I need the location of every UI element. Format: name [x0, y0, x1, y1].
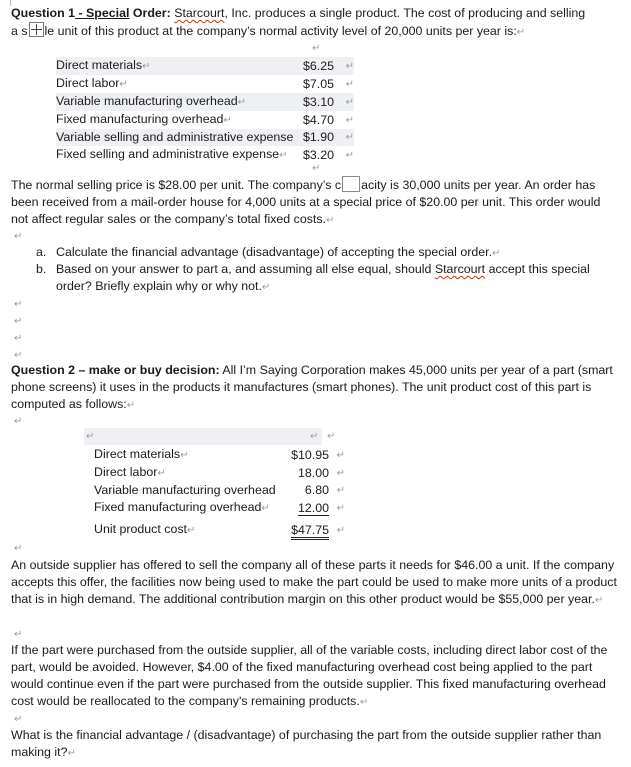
paragraph-mark-icon: ↵: [14, 231, 23, 242]
table-row: [94, 446, 345, 464]
paragraph-mark-icon: ↵: [126, 400, 136, 411]
list-item-company: Starcourt: [434, 262, 486, 276]
cost-value: $10.95: [291, 447, 329, 462]
paragraph-mark-icon: ↵: [14, 543, 23, 554]
cost-value: $4.70: [302, 112, 334, 127]
cost-value: $3.10: [298, 93, 334, 111]
q2-paragraph-1-text: An outside supplier has offered to sell the company all of these parts it needs for $46.00 a unit. If the company accepts this offer, the facilities now being used to make the part could be used to make more units of a product that is in high demand. The additional contribution margin on this other product would be $55,000 per year.: [11, 558, 617, 606]
paragraph-mark-icon: ↵: [14, 299, 23, 310]
list-item-text-end: accept this special order? Briefly explain why or why not.: [56, 262, 590, 293]
q2-title: Question 2 – make or buy decision:: [11, 363, 220, 377]
paragraph-mark-icon: ↵: [594, 595, 604, 606]
table-row: [94, 499, 345, 517]
q1-paragraph-start: The normal selling price is $28.00 per unit. The company’s c: [11, 178, 342, 192]
cost-value: $3.20: [302, 147, 334, 162]
cell-mark-icon: ↵: [336, 449, 345, 461]
cell-mark-icon: ↵: [223, 115, 232, 126]
table-row: [56, 93, 354, 111]
cell-mark-icon: ↵: [345, 149, 354, 161]
table-row: [56, 57, 354, 75]
q2-question: [11, 727, 617, 762]
cell-mark-icon: ↵: [345, 78, 354, 90]
paragraph-mark-icon: ↵: [325, 215, 335, 226]
cell-mark-icon: ↵: [261, 503, 270, 514]
cell-mark-icon: ↵: [310, 431, 319, 442]
cell-mark-icon: ↵: [312, 43, 321, 54]
table-row: [56, 111, 354, 129]
cell-mark-icon: ↵: [334, 129, 354, 146]
cell-mark-icon: ↵: [336, 502, 345, 514]
cell-mark-icon: ↵: [336, 467, 345, 479]
cell-mark-icon: ↵: [119, 79, 128, 90]
cost-value: $7.05: [302, 76, 334, 91]
cost-label: Fixed manufacturing overhead: [56, 112, 224, 126]
cell-mark-icon: ↵: [86, 431, 95, 442]
q1-title-order: Order:: [129, 6, 171, 20]
q2-paragraph-2-text: If the part were purchased from the outside supplier, all of the variable costs, including direct labor cost of the part, would be avoided. However, $4.00 of the fixed manufacturing overhead cost being applied to the part would continue even if the part were purchased from the outside supplier. This fixed manufacturing overhead cost would be reallocated to the company's remaining products.: [11, 643, 608, 708]
table-move-handle-icon[interactable]: [29, 22, 44, 37]
table-header-shade: [84, 428, 322, 445]
q2-paragraph-1: [11, 557, 617, 609]
paragraph-mark-icon: ↵: [67, 748, 76, 759]
list-item-text-start: Based on your answer to part a, and assuming all else equal, should: [56, 262, 435, 276]
q1-paragraph-end: acity is 30,000 units per year. An order has been received from a mail-order house for 4,000 units at a special price of $20.00 per unit. This order would not affect regular sales or the company’s total fixed costs.: [11, 178, 601, 226]
paragraph-mark-icon: ↵: [14, 316, 23, 327]
q1-title-special: - Special: [75, 6, 130, 20]
paragraph-mark-icon: ↵: [14, 350, 23, 361]
total-value: $47.75: [291, 523, 329, 540]
q1-paragraph: [11, 176, 617, 229]
q2-question-text: What is the financial advantage / (disadvantage) of purchasing the part from the outside supplier rather than making it?: [11, 728, 602, 759]
cost-label: Direct labor: [94, 465, 158, 479]
cost-label: Variable manufacturing overhead: [56, 94, 238, 108]
paragraph-mark-icon: ↵: [14, 416, 23, 427]
q1-heading: [11, 5, 617, 22]
q1-company-name: Starcourt: [174, 6, 225, 20]
cost-value: 6.80: [304, 483, 329, 497]
table-row: [94, 464, 345, 482]
cost-value: 12.00: [297, 500, 329, 515]
table-row: [56, 146, 354, 164]
cost-label: Fixed selling and administrative expense: [56, 147, 280, 161]
cost-label: Direct materials: [94, 447, 181, 461]
q1-title: Question 1: [11, 6, 76, 20]
text-cursor-box: [342, 176, 360, 192]
list-marker: b.: [36, 262, 47, 276]
cell-mark-icon: ↵: [334, 93, 354, 111]
q2-intro-text: All I’m Saying Corporation makes 45,000 units per year of a part (smart phone screens) it uses in the products it manufactures (smart phones). The unit product cost of this part is computed as follows:: [11, 363, 613, 411]
cost-value: $1.90: [298, 129, 334, 146]
paragraph-mark-icon: ↵: [492, 248, 501, 259]
cell-mark-icon: ↵: [334, 57, 354, 75]
paragraph-mark-icon: ↵: [14, 714, 23, 725]
cost-label: Direct labor: [56, 76, 120, 90]
list-marker: a.: [36, 245, 47, 259]
cell-mark-icon: ↵: [327, 431, 336, 442]
cost-label: Fixed manufacturing overhead: [94, 500, 262, 514]
cell-mark-icon: ↵: [142, 61, 151, 72]
paragraph-mark-icon: ↵: [14, 629, 23, 640]
cell-mark-icon: ↵: [237, 97, 247, 108]
q2-cost-table: [94, 446, 345, 543]
cell-mark-icon: ↵: [336, 524, 345, 536]
paragraph-mark-icon: ↵: [14, 333, 23, 344]
q2-intro: [11, 362, 617, 414]
cell-mark-icon: ↵: [279, 150, 288, 161]
q2-paragraph-2: [11, 642, 617, 711]
table-row: [56, 129, 354, 146]
paragraph-mark-icon: ↵: [312, 163, 321, 174]
cost-value: $6.25: [298, 57, 334, 75]
cost-value: 18.00: [297, 465, 329, 480]
table-row: [94, 482, 345, 499]
paragraph-mark-icon: ↵: [359, 697, 369, 708]
table-row-total: [94, 517, 345, 543]
list-item-text: Calculate the financial advantage (disadvantage) of accepting the special order.: [56, 245, 493, 259]
paragraph-mark-icon: ↵: [261, 282, 271, 293]
cost-label: Variable manufacturing overhead: [94, 483, 276, 497]
cell-mark-icon: ↵: [157, 468, 166, 479]
cost-label: Direct materials: [56, 58, 143, 72]
paragraph-mark-icon: ↵: [516, 27, 526, 38]
cell-mark-icon: ↵: [345, 114, 354, 126]
cost-label: Variable selling and administrative expense: [56, 129, 298, 146]
cell-mark-icon: ↵: [186, 525, 196, 536]
q1-line2-end: le unit of this product at the company’s normal activity level of 20,000 units per year is:: [44, 24, 517, 38]
q1-line1-rest: , Inc. produces a single product. The cost of producing and selling: [224, 6, 586, 20]
q1-cost-table: [56, 57, 354, 164]
table-row: [56, 75, 354, 93]
total-label: Unit product cost: [94, 522, 187, 536]
cell-mark-icon: ↵: [336, 485, 345, 496]
q1-line2: [11, 22, 617, 41]
q1-line2-start: a s: [11, 24, 28, 38]
cell-mark-icon: ↵: [180, 450, 189, 461]
